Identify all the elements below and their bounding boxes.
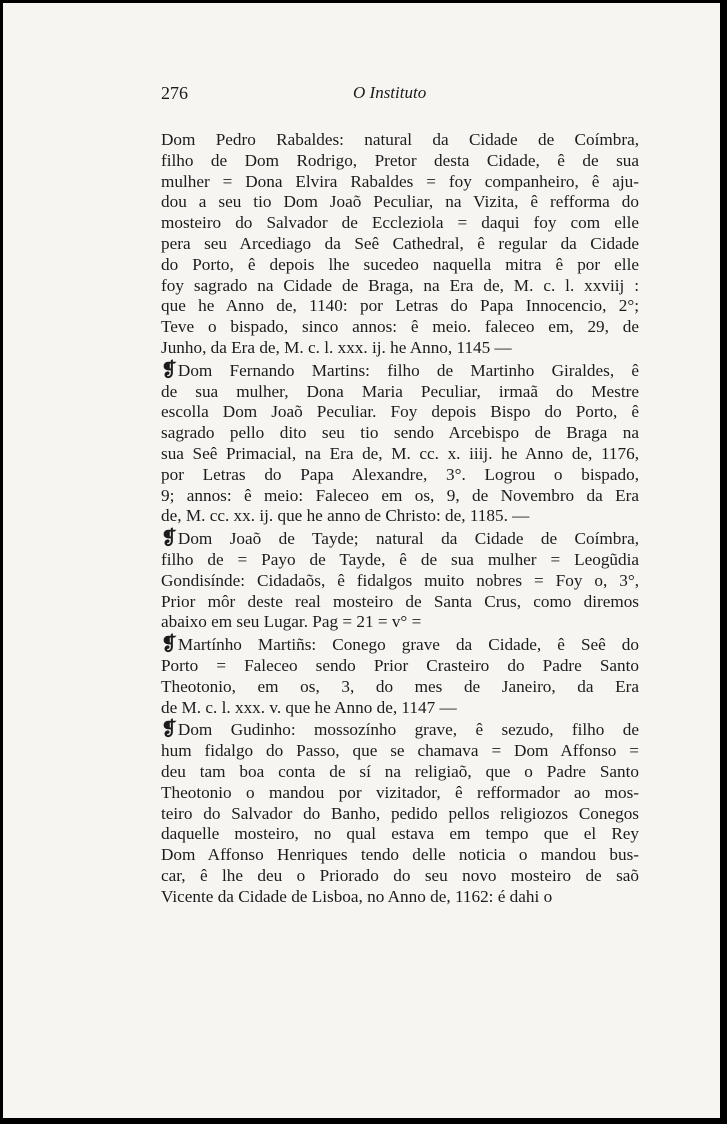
line-text: sua Seê Primacial, na Era de, M. cc. x. iiij. he Anno de, 1176,: [161, 443, 639, 463]
book-page: [3, 3, 720, 1118]
text-line: [161, 804, 639, 825]
line-text: Dom Joaõ de Tayde; natural da Cidade de Coímbra,: [177, 529, 639, 549]
line-text: do Porto, ê depois lhe sucedeo naquella mitra ê por elle: [161, 254, 639, 274]
text-line: [161, 486, 639, 507]
text-line: [161, 444, 639, 465]
text-line: [161, 677, 639, 698]
paragraph-mark-icon: ❡: [161, 719, 174, 741]
line-text: Martínho Martiñs: Conego grave da Cidade, ê Seê do: [177, 635, 639, 655]
text-line: [161, 592, 639, 613]
line-text: Theotonio o mandou por vizitador, ê refformador ao mos-: [161, 782, 639, 802]
line-text: abaixo em seu Lugar. Pag = 21 = v° =: [161, 612, 422, 632]
text-line: [161, 506, 639, 527]
paragraph-mark-icon: ❡: [161, 359, 174, 381]
text-line: [161, 213, 639, 234]
line-text: Teve o bispado, sinco annos: ê meio. faleceo em, 29, de: [161, 317, 639, 337]
line-text: 9; annos: ê meio: Faleceo em os, 9, de Novembro da Era: [161, 485, 639, 505]
text-line: [161, 887, 639, 908]
line-text: foy sagrado na Cidade de Braga, na Era de, M. c. l. xxviij :: [161, 275, 639, 295]
text-line: [161, 529, 639, 550]
line-text: sagrado pello dito seu tio sendo Arcebispo de Braga na: [161, 423, 639, 443]
line-text: teiro do Salvador do Banho, pedido pellos religiozos Conegos: [161, 803, 639, 823]
running-title: O Instituto: [353, 83, 427, 102]
text-line: [161, 276, 639, 297]
text-line: [161, 255, 639, 276]
paragraph: [161, 130, 639, 359]
text-line: [161, 317, 639, 338]
line-text: Dom Pedro Rabaldes: natural da Cidade de Coímbra,: [161, 130, 639, 149]
text-line: [161, 635, 639, 656]
line-text: pera seu Arcediago da Seê Cathedral, ê regular da Cidade: [161, 233, 639, 253]
text-line: [161, 361, 639, 382]
text-line: [161, 612, 639, 633]
line-text: que he Anno de, 1140: por Letras do Papa Innocencio, 2°;: [161, 296, 639, 316]
line-text: dou a seu tio Dom Joaõ Peculiar, na Vizita, ê refforma do: [161, 192, 639, 212]
text-line: [161, 130, 639, 151]
line-text: Gondisínde: Cidadaõs, ê fidalgos muito nobres = Foy o, 3°,: [161, 570, 639, 590]
line-text: Dom Affonso Henriques tendo delle noticia o mandou bus-: [161, 845, 639, 865]
text-line: [161, 783, 639, 804]
text-line: [161, 338, 639, 359]
text-line: [161, 741, 639, 762]
line-text: deu tam boa conta de sí na religiaõ, que o Padre Santo: [161, 761, 639, 781]
text-line: [161, 465, 639, 486]
paragraph: [161, 720, 639, 907]
text-line: [161, 845, 639, 866]
paragraph: [161, 635, 639, 718]
text-line: [161, 151, 639, 172]
paragraph-mark-icon: ❡: [161, 528, 174, 550]
text-line: [161, 762, 639, 783]
line-text: filho de Dom Rodrigo, Pretor desta Cidade, ê de sua: [161, 150, 639, 170]
text-line: [161, 571, 639, 592]
line-text: mosteiro do Salvador de Eccleziola = daqui foy com elle: [161, 213, 639, 233]
line-text: de sua mulher, Dona Maria Peculiar, irmaã do Mestre: [161, 381, 639, 401]
text-line: [161, 698, 639, 719]
page-number: 276: [161, 83, 188, 103]
text-line: [161, 656, 639, 677]
text-line: [161, 172, 639, 193]
line-text: Dom Fernando Martins: filho de Martinho Giraldes, ê: [177, 360, 639, 380]
line-text: Vicente da Cidade de Lisboa, no Anno de, 1162: é dahi o: [161, 886, 553, 906]
line-text: Dom Gudinho: mossozínho grave, ê sezudo, filho de: [177, 720, 639, 740]
text-line: [161, 192, 639, 213]
line-text: de, M. cc. xx. ij. que he anno de Christo: de, 1185. —: [161, 506, 530, 526]
text-line: [161, 234, 639, 255]
line-text: Porto = Faleceo sendo Prior Crasteiro do Padre Santo: [161, 655, 639, 675]
paragraph-mark-icon: ❡: [161, 634, 174, 656]
line-text: Prior môr deste real mosteiro de Santa Crus, como diremos: [161, 591, 639, 611]
paragraph: [161, 529, 639, 633]
line-text: mulher = Dona Elvira Rabaldes = foy companheiro, ê aju-: [161, 171, 639, 191]
text-line: [161, 866, 639, 887]
line-text: Junho, da Era de, M. c. l. xxx. ij. he Anno, 1145 —: [161, 337, 512, 357]
text-line: [161, 296, 639, 317]
line-text: de M. c. l. xxx. v. que he Anno de, 1147 —: [161, 697, 457, 717]
line-text: hum fidalgo do Passo, que se chamava = Dom Affonso =: [161, 741, 639, 761]
text-line: [161, 824, 639, 845]
line-text: Theotonio, em os, 3, do mes de Janeiro, da Era: [161, 676, 639, 696]
paragraph: [161, 361, 639, 527]
text-line: [161, 382, 639, 403]
page-header: [161, 83, 631, 107]
text-line: [161, 423, 639, 444]
line-text: por Letras do Papa Alexandre, 3°. Logrou o bispado,: [161, 464, 639, 484]
body-text: [161, 130, 639, 909]
text-line: [161, 402, 639, 423]
line-text: escolla Dom Joaõ Peculiar. Foy depois Bispo do Porto, ê: [161, 402, 639, 422]
text-line: [161, 550, 639, 571]
line-text: car, ê lhe deu o Priorado do seu novo mosteiro de saõ: [161, 865, 639, 885]
text-line: [161, 720, 639, 741]
line-text: filho de = Payo de Tayde, ê de sua mulher = Leogũdia: [161, 549, 639, 569]
line-text: daquelle mosteiro, no qual estava em tempo que el Rey: [161, 824, 639, 844]
